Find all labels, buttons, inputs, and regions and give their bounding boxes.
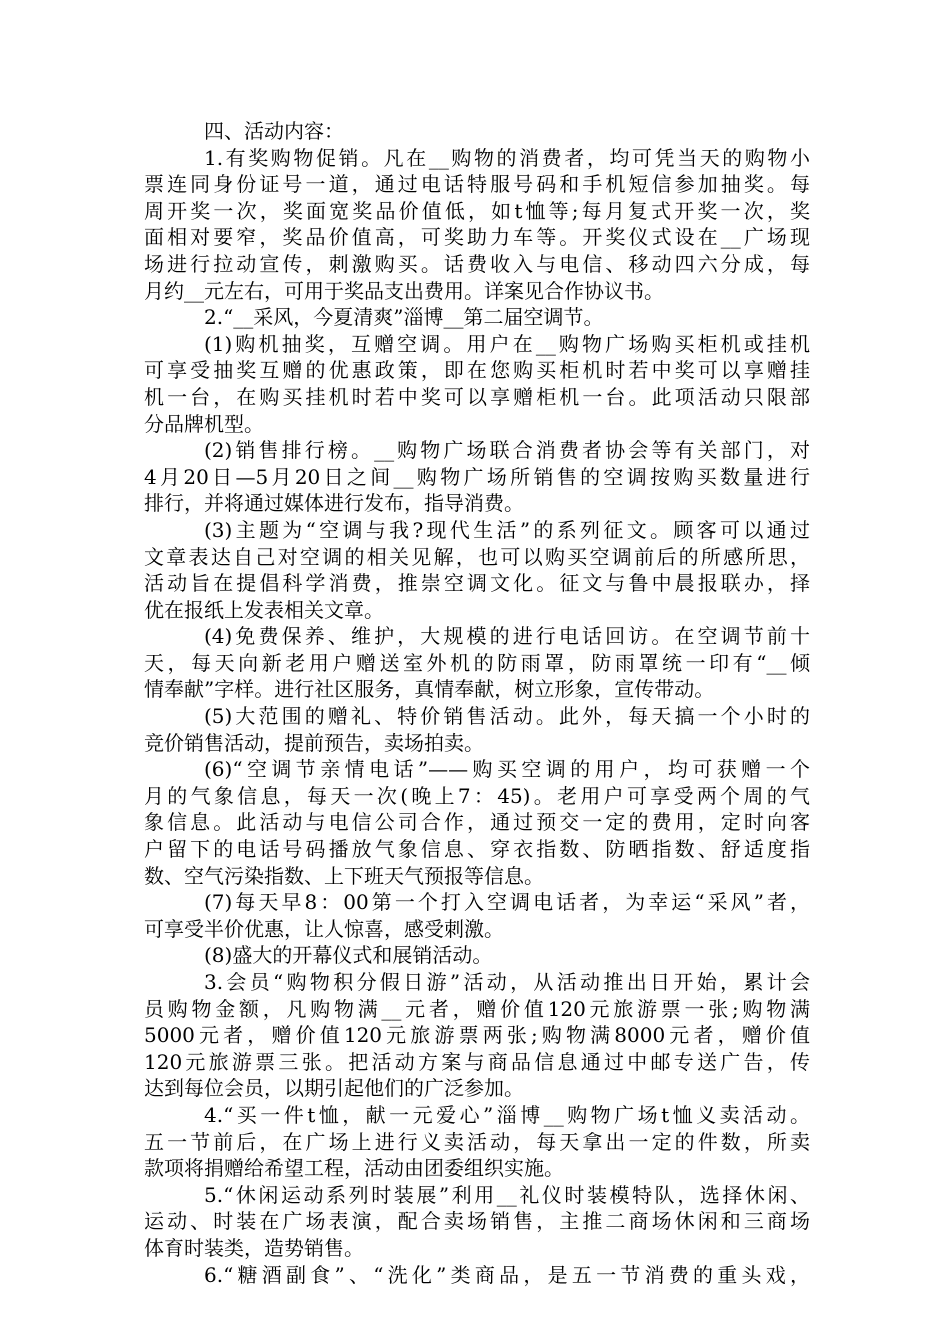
paragraph-line: (4)免费保养、维护，大规模的进行电话回访。在空调节前十 — [204, 624, 810, 649]
paragraph-line: 数、空气污染指数、上下班天气预报等信息。 — [144, 863, 544, 888]
paragraph-line: 可享受半价优惠，让人惊喜，感受刺激。 — [144, 916, 504, 941]
paragraph-line: (5)大范围的赠礼、特价销售活动。此外，每天搞一个小时的 — [204, 704, 810, 729]
paragraph-line: 竞价销售活动，提前预告，卖场拍卖。 — [144, 730, 484, 755]
paragraph-line: 体育时装类，造势销售。 — [144, 1235, 364, 1260]
paragraph-line: 月约__元左右，可用于奖品支出费用。详案见合作协议书。 — [144, 278, 664, 303]
paragraph-line: 5.“休闲运动系列时装展”利用__礼仪时装模特队，选择休闲、 — [204, 1182, 810, 1207]
paragraph-line: (1)购机抽奖，互赠空调。用户在__购物广场购买柜机或挂机 — [204, 331, 810, 356]
paragraph-line: 可享受抽奖互赠的优惠政策，即在您购买柜机时若中奖可以享赠挂 — [144, 358, 810, 383]
paragraph-line: 120元旅游票三张。把活动方案与商品信息通过中邮专送广告，传 — [144, 1049, 810, 1074]
paragraph-line: (3)主题为“空调与我?现代生活”的系列征文。顾客可以通过 — [204, 517, 810, 542]
paragraph-line: 机一台，在购买挂机时若中奖可以享赠柜机一台。此项活动只限部 — [144, 384, 810, 409]
paragraph-line: 票连同身份证号一道，通过电话特服号码和手机短信参加抽奖。每 — [144, 172, 810, 197]
paragraph-line: 面相对要窄，奖品价值高，可奖助力车等。开奖仪式设在__广场现 — [144, 225, 810, 250]
paragraph-line: 5000元者，赠价值120元旅游票两张;购物满8000元者，赠价值 — [144, 1023, 810, 1048]
paragraph-line: 优在报纸上发表相关文章。 — [144, 597, 384, 622]
paragraph-line: 款项将捐赠给希望工程，活动由团委组织实施。 — [144, 1156, 564, 1181]
paragraph-line: 象信息。此活动与电信公司合作，通过预交一定的费用，定时向客 — [144, 810, 810, 835]
paragraph-line: 4.“买一件t恤，献一元爱心”淄博__购物广场t恤义卖活动。 — [204, 1102, 810, 1127]
paragraph-line: 场进行拉动宣传，刺激购买。话费收入与电信、移动四六分成，每 — [144, 251, 810, 276]
paragraph-line: 月的气象信息，每天一次(晚上7：45)。老用户可享受两个周的气 — [144, 783, 810, 808]
paragraph-line: 3.会员“购物积分假日游”活动，从活动推出日开始，累计会 — [204, 970, 810, 994]
paragraph-line: 1.有奖购物促销。凡在__购物的消费者，均可凭当天的购物小 — [204, 145, 810, 170]
paragraph-line: 户留下的电话号码播放气象信息、穿衣指数、防晒指数、舒适度指 — [144, 837, 810, 862]
paragraph-line: 达到每位会员，以期引起他们的广泛参加。 — [144, 1076, 524, 1101]
paragraph-line: (6)“空调节亲情电话”——购买空调的用户，均可获赠一个 — [204, 757, 810, 782]
paragraph-line: 员购物金额，凡购物满__元者，赠价值120元旅游票一张;购物满 — [144, 996, 810, 1021]
paragraph-line: 4月20日—5月20日之间__购物广场所销售的空调按购买数量进行 — [144, 464, 810, 489]
paragraph-line: 天，每天向新老用户赠送室外机的防雨罩，防雨罩统一印有“__倾 — [144, 650, 810, 675]
paragraph-line: 五一节前后，在广场上进行义卖活动，每天拿出一定的件数，所卖 — [144, 1129, 810, 1154]
paragraph-line: 2.“__采风，今夏清爽”淄博__第二届空调节。 — [204, 305, 604, 330]
paragraph-line: (8)盛大的开幕仪式和展销活动。 — [204, 943, 493, 968]
paragraph-line: 运动、时装在广场表演，配合卖场销售，主推二商场休闲和三商场 — [144, 1209, 810, 1234]
paragraph-line: 情奉献”字样。进行社区服务，真情奉献，树立形象，宣传带动。 — [144, 677, 715, 702]
document-body — [144, 118, 810, 1288]
paragraph-line: 排行，并将通过媒体进行发布，指导消费。 — [144, 491, 524, 516]
paragraph-line: 6.“糖酒副食”、“洗化”类商品，是五一节消费的重头戏， — [204, 1262, 810, 1287]
paragraph-line: (2)销售排行榜。__购物广场联合消费者协会等有关部门，对 — [204, 438, 810, 463]
paragraph-line: 周开奖一次，奖面宽奖品价值低，如t恤等;每月复式开奖一次，奖 — [144, 198, 810, 223]
paragraph-line: 文章表达自己对空调的相关见解，也可以购买空调前后的所感所思， — [144, 544, 810, 569]
paragraph-line: (7)每天早8：00第一个打入空调电话者，为幸运“采风”者， — [204, 890, 810, 915]
paragraph-line: 活动旨在提倡科学消费，推崇空调文化。征文与鲁中晨报联办，择 — [144, 571, 810, 596]
section-heading: 四、活动内容： — [204, 119, 344, 143]
paragraph-line: 分品牌机型。 — [144, 411, 264, 436]
